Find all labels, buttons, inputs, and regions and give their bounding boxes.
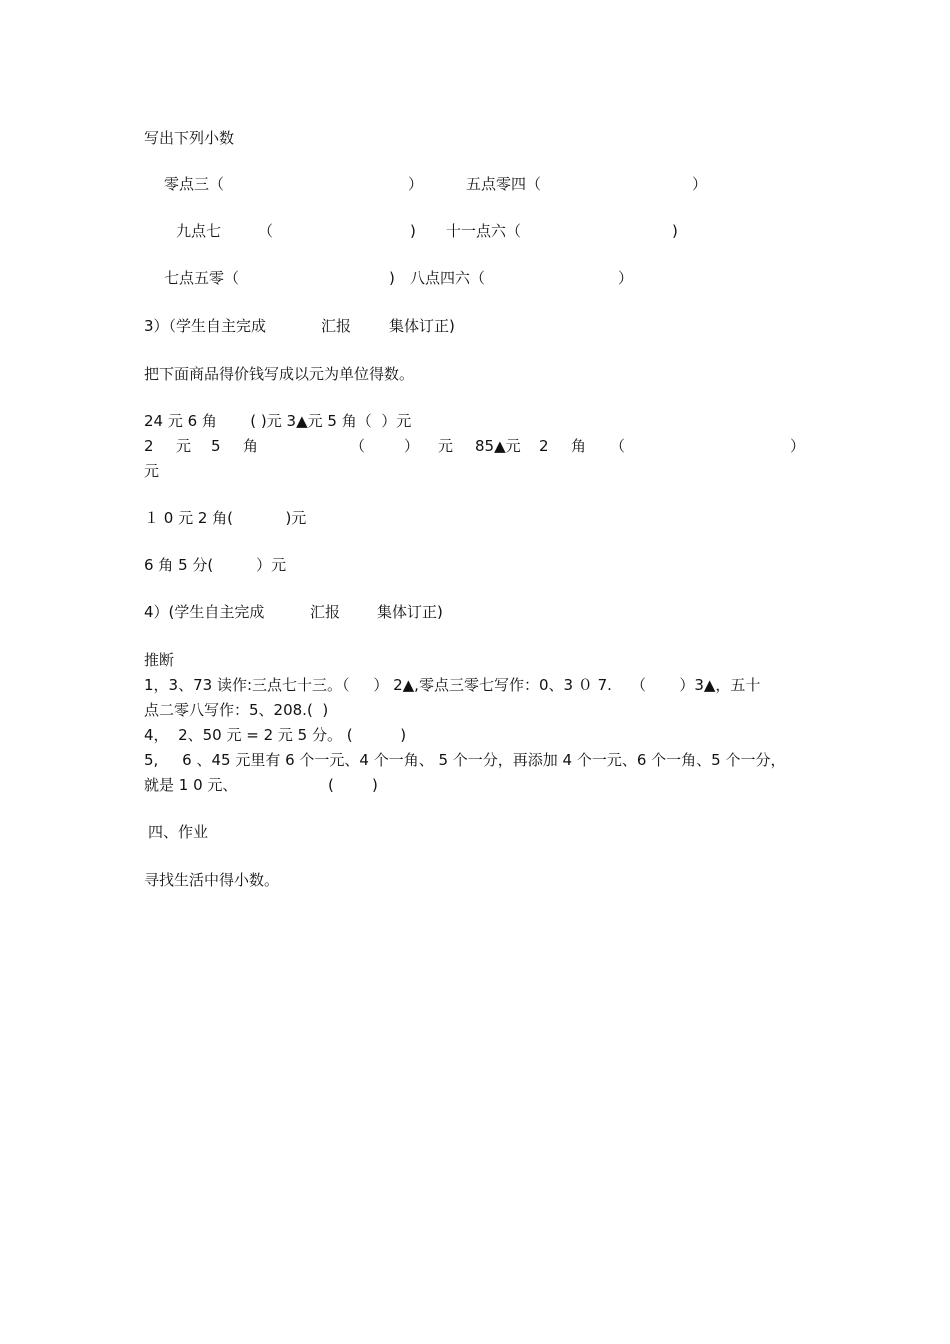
item-label: 八点四六（ [410,269,486,287]
item-label: 十一点六（ [446,222,522,240]
item-label: 七点五零（ [164,269,240,287]
step4-correct: 集体订正) [377,603,443,621]
judge-line-2: 点二零八写作：5、208.( ) [144,701,329,719]
price-line-2-a: 2 [144,437,154,455]
item-label: 九点七 [176,222,222,240]
step3-correct: 集体订正) [389,317,455,335]
item-close: ) [672,222,678,240]
item-close: ) [410,222,416,240]
item-label: 零点三（ [164,175,225,193]
judge-line-5: 就是 1 0 元、 ( ) [144,776,378,794]
price-line-3: １ 0 元 2 角( )元 [144,509,307,527]
step4-report: 汇报 [310,603,341,621]
price-line-2-e: （ [350,437,366,455]
price-heading: 把下面商品得价钱写成以元为单位得数。 [144,365,415,383]
price-line-2-d: 角 [243,437,259,455]
judge-line-3: 4， 2、50 元 = 2 元 5 分。 ( ) [144,726,407,744]
judge-heading: 推断 [144,651,175,669]
price-line-2-g: 元 [438,437,454,455]
step3-report: 汇报 [321,317,352,335]
price-line-2-tail: 元 [144,462,160,480]
price-line-2-i: 2 [539,437,549,455]
item-close: ） [618,269,634,287]
price-line-1: 24 元 6 角 ( )元 3▲元 5 角（ ）元 [144,412,412,430]
item-close: ） [408,175,424,193]
judge-line-4: 5, 6 、45 元里有 6 个一元、4 个一角、 5 个一分，再添加 4 个一元、6 个一角、5 个一分， [144,751,786,769]
price-line-2-b: 元 [176,437,192,455]
homework-text: 寻找生活中得小数。 [144,871,280,889]
item-open: （ [258,222,274,240]
item-close: ) [389,269,395,287]
price-line-2-k: （ [610,437,626,455]
price-line-2-f: ） [404,437,420,455]
price-line-2-l: ） [790,437,806,455]
step4-number: 4）(学生自主完成 [144,603,265,621]
homework-heading: 四、作业 [148,823,209,841]
price-line-2-h: 85▲元 [475,437,521,455]
price-line-4: 6 角 5 分( ）元 [144,556,287,574]
judge-line-1: 1，3、73 读作:三点七十三。（ ） 2▲,零点三零七写作：0、3 ０ 7. （ ）3▲，五十 [144,676,761,694]
price-line-2-j: 角 [571,437,587,455]
decimals-heading: 写出下列小数 [144,129,235,147]
price-line-2-c: 5 [211,437,221,455]
item-label: 五点零四（ [466,175,542,193]
step3-number: 3）（学生自主完成 [144,317,267,335]
item-close: ） [692,175,708,193]
